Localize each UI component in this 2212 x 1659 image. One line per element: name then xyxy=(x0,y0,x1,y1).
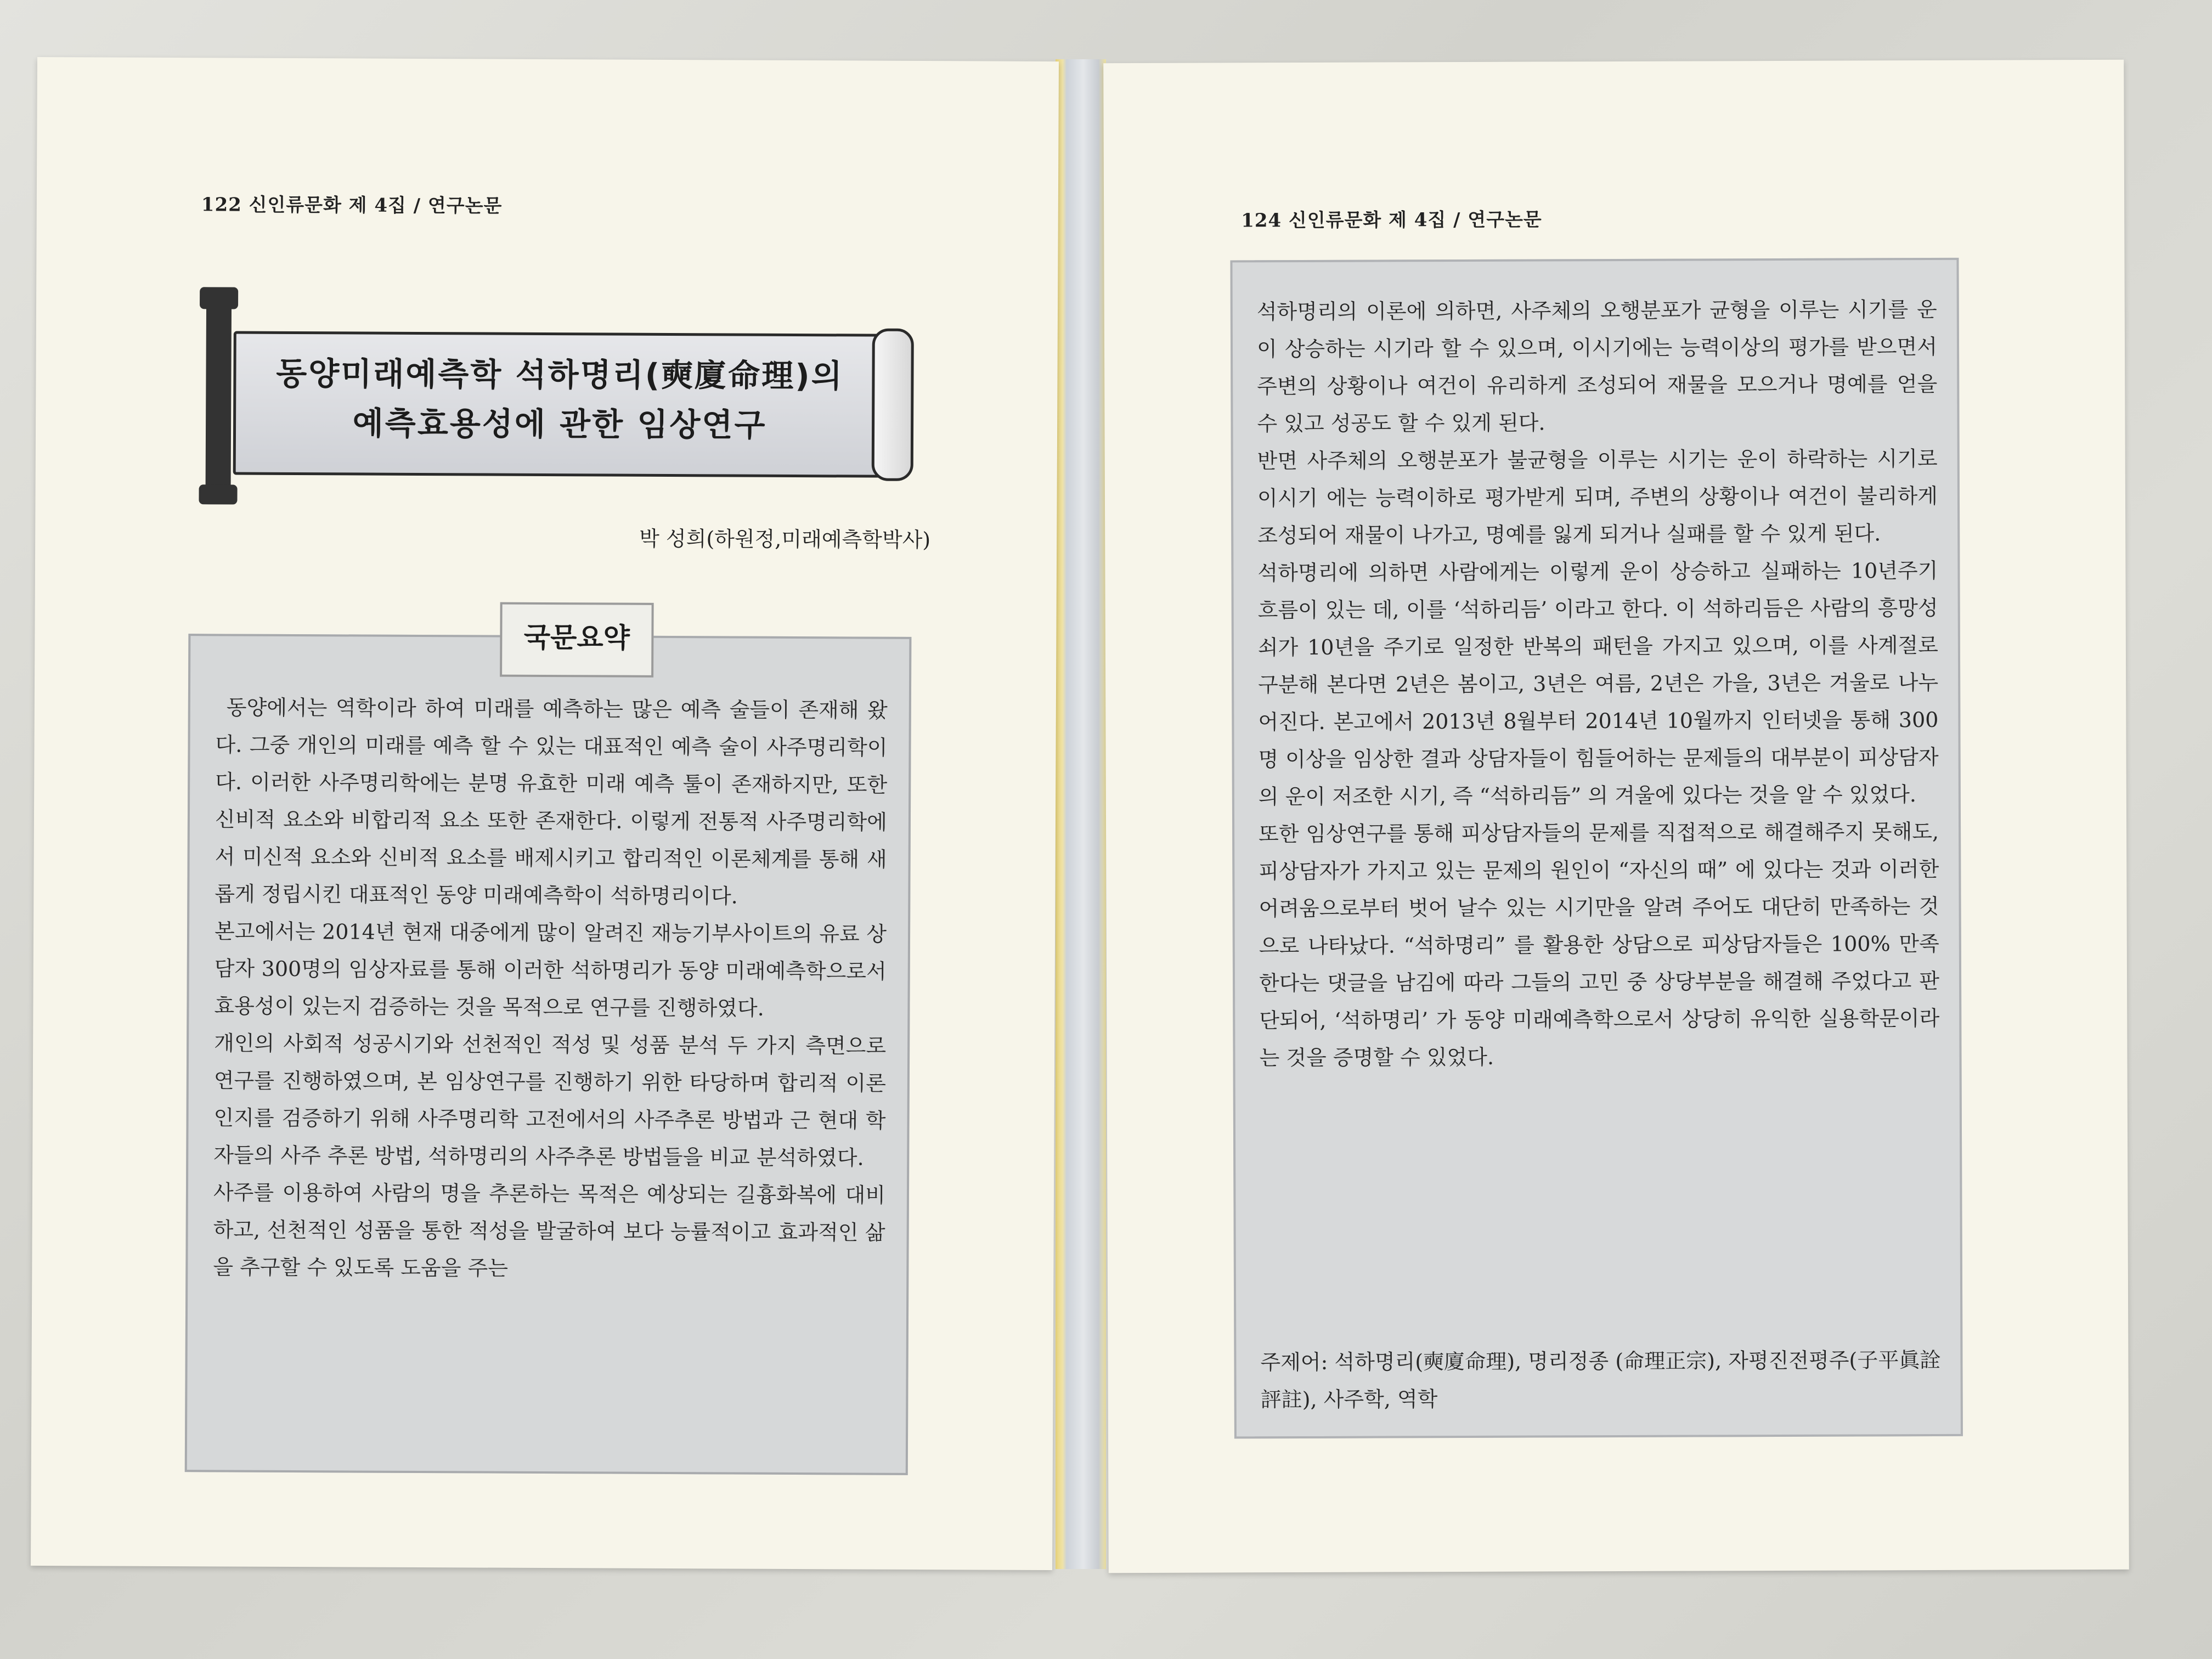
author-line: 박 성희(하원정,미래예측학박사) xyxy=(639,526,931,552)
book-spine xyxy=(1056,59,1106,1569)
title-line-1: 동양미래예측학 석하명리(奭廈命理)의 xyxy=(276,354,844,395)
right-page xyxy=(1103,60,2129,1573)
abstract-paragraph: 개인의 사회적 성공시기와 선천적인 적성 및 성품 분석 두 가지 측면으로 연구를 진행하였으며, 본 임상연구를 진행하기 위한 타당하며 합리적 이론인지를 검증하기 위해 사주명리학 고전에서의 사주추론 방법과 근 현대 학자들의 사주 추론 방법, 석하명리의 사주추론 방법들을 비교 분석하였다. xyxy=(213,1031,887,1170)
running-head-right: 124 신인류문화 제 4집 / 연구논문 xyxy=(1241,208,1542,232)
title-banner xyxy=(195,265,915,499)
abstract-heading: 국문요약 xyxy=(500,602,654,678)
body-paragraph: 석하명리에 의하면 사람에게는 이렇게 운이 상승하고 실패하는 10년주기 흐름이 있는 데, 이를 ‘석하리듬’ 이라고 한다. 이 석하리듬은 사람의 흥망성쇠가 10년을 주기로 일정한 반복의 패턴을 가지고 있으며, 이를 사계절로 구분해 본다면 2년은 봄이고, 3년은 여름, 2년은 가을, 3년은 겨울로 나누어진다. 본고에서 2013년 8월부터 2014년 10월까지 인터넷을 통해 300명 이상을 임상한 결과 상담자들이 힘들어하는 문제들의 대부분이 피상담자의 운이 저조한 시기, 즉 “석하리듬” 의 겨울에 있다는 것을 알 수 있었다. xyxy=(1257,558,1939,809)
abstract-paragraph: 동양에서는 역학이라 하여 미래를 예측하는 많은 예측 술들이 존재해 왔다. 그중 개인의 미래를 예측 할 수 있는 대표적인 예측 술이 사주명리학이다. 이러한 사주명리학에는 분명 유효한 미래 예측 툴이 존재하지만, 또한 신비적 요소와 비합리적 요소 또한 존재한다. 이렇게 전통적 사주명리학에서 미신적 요소와 신비적 요소를 배제시키고 합리적인 이론체계를 통해 새롭게 정립시킨 대표적인 동양 미래예측학이 석하명리이다. xyxy=(215,695,888,909)
scroll-post-icon xyxy=(206,298,232,495)
body-paragraph: 석하명리의 이론에 의하면, 사주체의 오행분포가 균형을 이루는 시기를 운이 상승하는 시기라 할 수 있으며, 이시기에는 능력이상의 평가를 받으면서 주변의 상황이나 여건이 유리하게 조성되어 재물을 모으거나 명예를 얻을 수 있고 성공도 할 수 있게 된다. xyxy=(1256,297,1938,436)
body-paragraph: 반면 사주체의 오행분포가 불균형을 이루는 시기는 운이 하락하는 시기로 이시기 에는 능력이하로 평가받게 되며, 주변의 상황이나 여건이 불리하게 조성되어 재물이 나가고, 명예를 잃게 되거나 실패를 할 수 있게 된다. xyxy=(1257,446,1938,548)
running-head-left: 122 신인류문화 제 4집 / 연구논문 xyxy=(201,194,503,217)
abstract-continued-text xyxy=(1257,291,1940,1076)
paper-title xyxy=(244,349,876,450)
abstract-paragraph: 사주를 이용하여 사람의 명을 추론하는 목적은 예상되는 길흉화복에 대비하고, 선천적인 성품을 통한 적성을 발굴하여 보다 능률적이고 효과적인 삶을 추구할 수 있도록 도움을 주는 xyxy=(213,1180,886,1280)
abstract-paragraph: 본고에서는 2014년 현재 대중에게 많이 알려진 재능기부사이트의 유료 상담자 300명의 임상자료를 통해 이러한 석하명리가 동양 미래예측학으로서 효용성이 있는지 검증하는 것을 목적으로 연구를 진행하였다. xyxy=(214,919,887,1020)
body-paragraph: 또한 임상연구를 통해 피상담자들의 문제를 직접적으로 해결해주지 못해도, 피상담자가 가지고 있는 문제의 원인이 “자신의 때” 에 있다는 것과 이러한 어려움으로부터 벗어 날수 있는 시기만을 알려 주어도 대단히 만족하는 것으로 나타났다. “석하명리” 를 활용한 상담으로 피상담자들은 100% 만족한다는 댓글을 남김에 따라 그들의 고민 중 상당부분을 해결해 주었다고 판단되어, ‘석하명리’ 가 동양 미래예측학으로서 상당히 유익한 실용학문이라는 것을 증명할 수 있었다. xyxy=(1259,819,1940,1070)
keywords: 주제어: 석하명리(奭廈命理), 명리정종 (命理正宗), 자평진전평주(子平眞詮評註), 사주학, 역학 xyxy=(1260,1347,1941,1412)
abstract-text xyxy=(213,689,888,1288)
title-line-2: 예측효용성에 관한 임상연구 xyxy=(352,404,767,444)
left-page xyxy=(31,57,1059,1570)
scroll-roll-icon xyxy=(872,329,914,481)
